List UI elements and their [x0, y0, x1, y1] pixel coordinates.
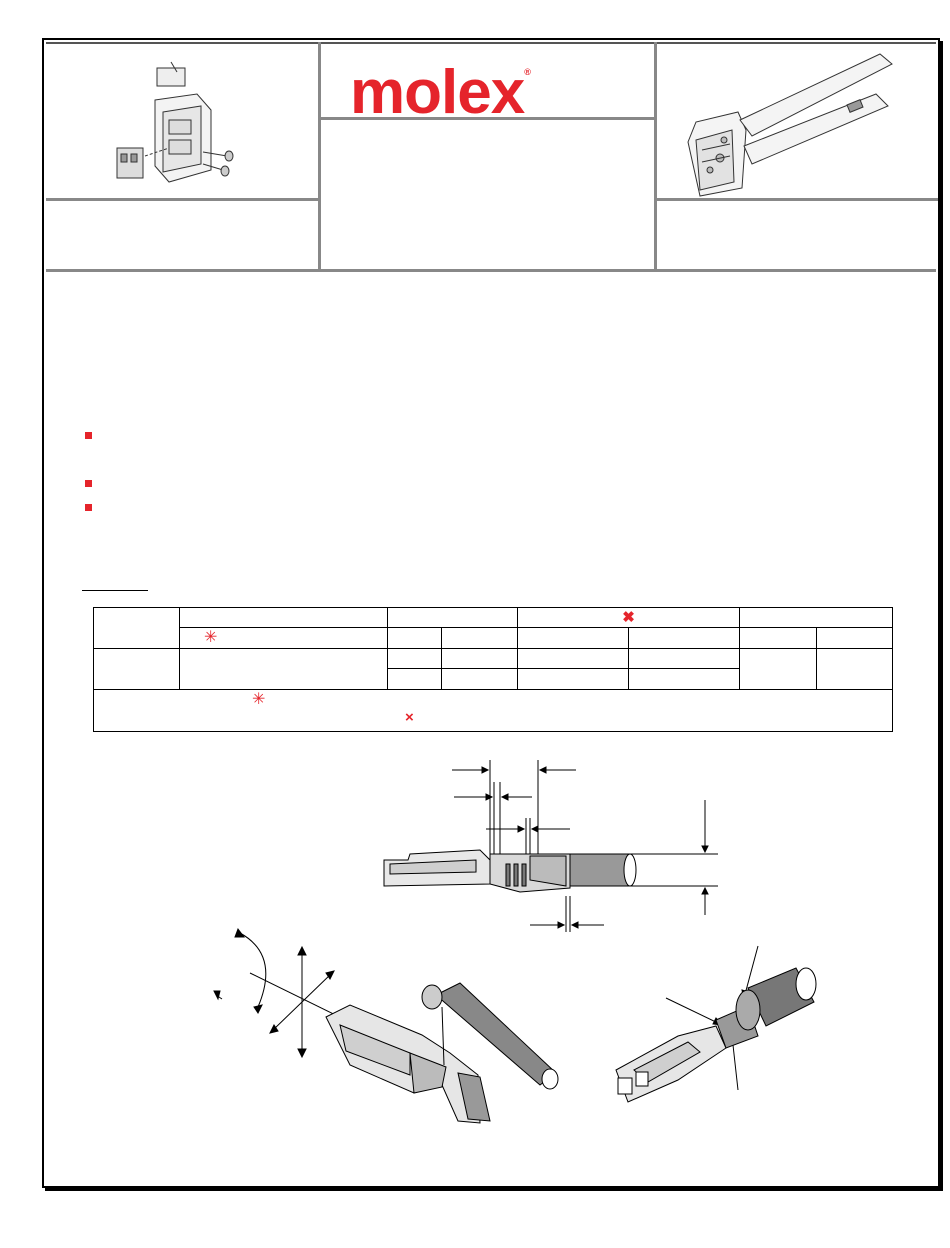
- table-cell: [94, 648, 180, 689]
- table-row: [94, 608, 893, 628]
- table-cell: [629, 648, 740, 668]
- section-heading-underline: [82, 590, 148, 591]
- asterisk-note-icon: ✳: [252, 690, 266, 708]
- header-row-divider-left: [46, 198, 320, 201]
- molex-logo: [350, 58, 530, 127]
- table-cell: [817, 648, 893, 689]
- header-column-divider-1: [318, 42, 321, 272]
- table-cell: [442, 648, 518, 668]
- specification-table: [93, 607, 893, 732]
- table-row: [94, 689, 893, 731]
- table-cell: [518, 628, 629, 648]
- table-cell: [740, 648, 817, 689]
- table-row: [94, 628, 893, 648]
- table-cell: [180, 608, 388, 628]
- table-row: [94, 648, 893, 668]
- hand-crimp-tool-illustration: [680, 50, 900, 200]
- table-cell: [388, 628, 442, 648]
- table-cell: [388, 648, 442, 668]
- bullet-3: [85, 504, 92, 511]
- table-cell: [518, 608, 740, 628]
- table-cell: [740, 628, 817, 648]
- table-cell: [629, 628, 740, 648]
- table-cell: [388, 608, 518, 628]
- table-note-cell: [94, 689, 893, 731]
- header-column-divider-2: [654, 42, 657, 272]
- crimped-terminal-illustration: [608, 940, 818, 1110]
- table-cell: [442, 628, 518, 648]
- table-cell: [629, 669, 740, 689]
- cross-note-icon: ×: [405, 708, 414, 726]
- asterisk-mark-icon: ✳: [204, 629, 218, 647]
- header-bottom-rule: [46, 269, 936, 272]
- bullet-2: [85, 480, 92, 487]
- table-cell: [94, 608, 180, 649]
- table-cell: [817, 628, 893, 648]
- header-top-rule: [46, 42, 936, 44]
- terminal-and-wire-illustration: [210, 925, 580, 1125]
- logo-text: molex: [350, 58, 525, 127]
- crimped-terminal-cross-section-illustration: [380, 760, 720, 935]
- table-cell: [180, 648, 388, 689]
- table-cell: [740, 608, 893, 628]
- table-cell: [388, 669, 442, 689]
- table-cell: [518, 648, 629, 668]
- table-cell: [180, 628, 388, 648]
- table-cell: [518, 669, 629, 689]
- bullet-1: [85, 432, 92, 439]
- registered-mark: ®: [524, 67, 530, 77]
- cross-mark-icon: ✖: [622, 609, 635, 627]
- table-cell: [442, 669, 518, 689]
- die-set-exploded-illustration: [105, 60, 245, 190]
